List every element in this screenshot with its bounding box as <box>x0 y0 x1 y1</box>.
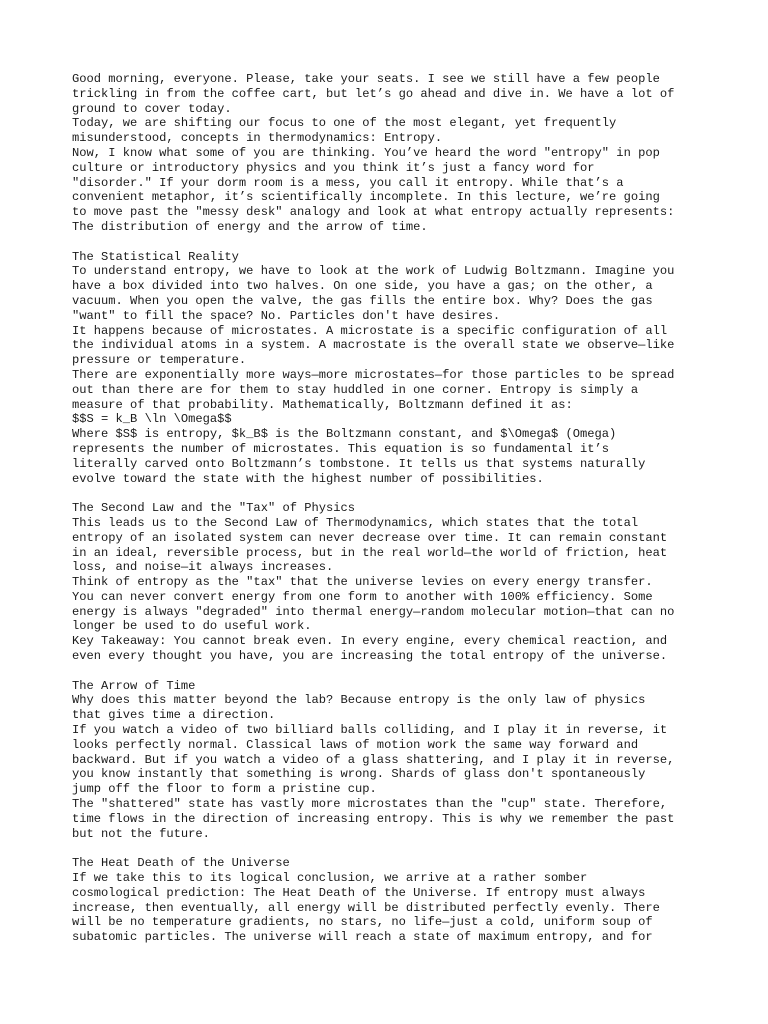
text-line: Good morning, everyone. Please, take your seats. I see we still have a few people <box>72 72 660 86</box>
text-line: energy is always "degraded" into thermal energy—random molecular motion—that can no <box>72 604 675 619</box>
paragraph-spacer <box>72 235 712 250</box>
text-line: pressure or temperature. <box>72 353 247 368</box>
text-line: If you watch a video of two billiard balls colliding, and I play it in reverse, it <box>72 723 668 738</box>
text-line: culture or introductory physics and you think it’s just a fancy word for <box>72 160 595 175</box>
text-line: have a box divided into two halves. On one side, you have a gas; on the other, a <box>72 279 653 294</box>
text-line: You can never convert energy from one form to another with 100% efficiency. Some <box>72 589 653 604</box>
section-statistical-reality <box>72 250 712 487</box>
paragraph-spacer <box>72 486 712 501</box>
text-line: This leads us to the Second Law of Thermodynamics, which states that the total <box>72 515 639 530</box>
paragraph-spacer <box>72 664 712 679</box>
text-line: cosmological prediction: The Heat Death of the Universe. If entropy must always <box>72 885 646 900</box>
text-line: longer be used to do useful work. <box>72 619 312 634</box>
text-line: increase, then eventually, all energy will be distributed perfectly evenly. There <box>72 900 660 915</box>
text-line: entropy of an isolated system can never decrease over time. It can remain constant <box>72 530 668 545</box>
text-line: represents the number of microstates. This equation is so fundamental it’s <box>72 441 610 456</box>
equation-line: $$S = k_B \ln \Omega$$ <box>72 412 232 427</box>
text-line: time flows in the direction of increasing entropy. This is why we remember the past <box>72 811 675 826</box>
text-line: If we take this to its logical conclusion, we arrive at a rather somber <box>72 871 588 886</box>
section-heading: The Arrow of Time <box>72 678 196 693</box>
text-line: ground to cover today. <box>72 101 232 116</box>
text-line: looks perfectly normal. Classical laws of motion work the same way forward and <box>72 737 639 752</box>
text-line: that gives time a direction. <box>72 708 276 723</box>
text-line: loss, and noise—it always increases. <box>72 560 334 575</box>
text-line: the individual atoms in a system. A macrostate is the overall state we observe—like <box>72 338 675 353</box>
text-line: out than there are for them to stay huddled in one corner. Entropy is simply a <box>72 382 639 397</box>
section-heat-death <box>72 856 712 945</box>
key-takeaway-line: Key Takeaway: You cannot break even. In every engine, every chemical reaction, and <box>72 634 668 649</box>
text-line: will be no temperature gradients, no stars, no life—just a cold, uniform soup of <box>72 915 653 930</box>
text-line: It happens because of microstates. A microstate is a specific configuration of all <box>72 323 668 338</box>
text-line: "disorder." If your dorm room is a mess, you call it entropy. While that’s a <box>72 175 624 190</box>
text-line: subatomic particles. The universe will reach a state of maximum entropy, and for <box>72 930 653 945</box>
section-heading: The Heat Death of the Universe <box>72 856 290 871</box>
text-line: Think of entropy as the "tax" that the universe levies on every energy transfer. <box>72 575 653 590</box>
text-line: convenient metaphor, it’s scientifically incomplete. In this lecture, we’re going <box>72 190 660 205</box>
section-arrow-of-time <box>72 679 712 842</box>
text-line: To understand entropy, we have to look at the work of Ludwig Boltzmann. Imagine you <box>72 264 675 279</box>
text-line: literally carved onto Boltzmann’s tombstone. It tells us that systems naturally <box>72 456 646 471</box>
text-line: Where $S$ is entropy, $k_B$ is the Boltzmann constant, and $\Omega$ (Omega) <box>72 427 617 442</box>
paragraph-spacer <box>72 841 712 856</box>
text-line: measure of that probability. Mathematically, Boltzmann defined it as: <box>72 397 573 412</box>
section-second-law <box>72 501 712 664</box>
text-line: There are exponentially more ways—more microstates—for those particles to be spread <box>72 367 675 382</box>
text-line: in an ideal, reversible process, but in the real world—the world of friction, heat <box>72 545 668 560</box>
text-line: Why does this matter beyond the lab? Because entropy is the only law of physics <box>72 693 646 708</box>
text-line: but not the future. <box>72 826 210 841</box>
section-heading: The Statistical Reality <box>72 249 239 264</box>
text-line: The distribution of energy and the arrow of time. <box>72 219 428 234</box>
text-line: evolve toward the state with the highest number of possibilities. <box>72 471 544 486</box>
intro-paragraphs <box>72 72 712 235</box>
text-line: you know instantly that something is wrong. Shards of glass don't spontaneously <box>72 767 646 782</box>
text-line: to move past the "messy desk" analogy and look at what entropy actually represents: <box>72 205 675 220</box>
text-line: misunderstood, concepts in thermodynamics: Entropy. <box>72 131 443 146</box>
text-line: even every thought you have, you are increasing the total entropy of the universe. <box>72 649 668 664</box>
text-line: backward. But if you watch a video of a glass shattering, and I play it in reverse, <box>72 752 675 767</box>
section-heading: The Second Law and the "Tax" of Physics <box>72 501 356 516</box>
text-line: vacuum. When you open the valve, the gas fills the entire box. Why? Does the gas <box>72 293 653 308</box>
text-line: jump off the floor to form a pristine cup. <box>72 782 377 797</box>
document-page <box>72 72 712 945</box>
text-line: Today, we are shifting our focus to one of the most elegant, yet frequently <box>72 116 617 131</box>
text-line: The "shattered" state has vastly more microstates than the "cup" state. Therefore, <box>72 797 668 812</box>
text-line: Now, I know what some of you are thinking. You’ve heard the word "entropy" in pop <box>72 145 660 160</box>
text-line: "want" to fill the space? No. Particles don't have desires. <box>72 308 501 323</box>
text-line: trickling in from the coffee cart, but let’s go ahead and dive in. We have a lot of <box>72 86 675 101</box>
